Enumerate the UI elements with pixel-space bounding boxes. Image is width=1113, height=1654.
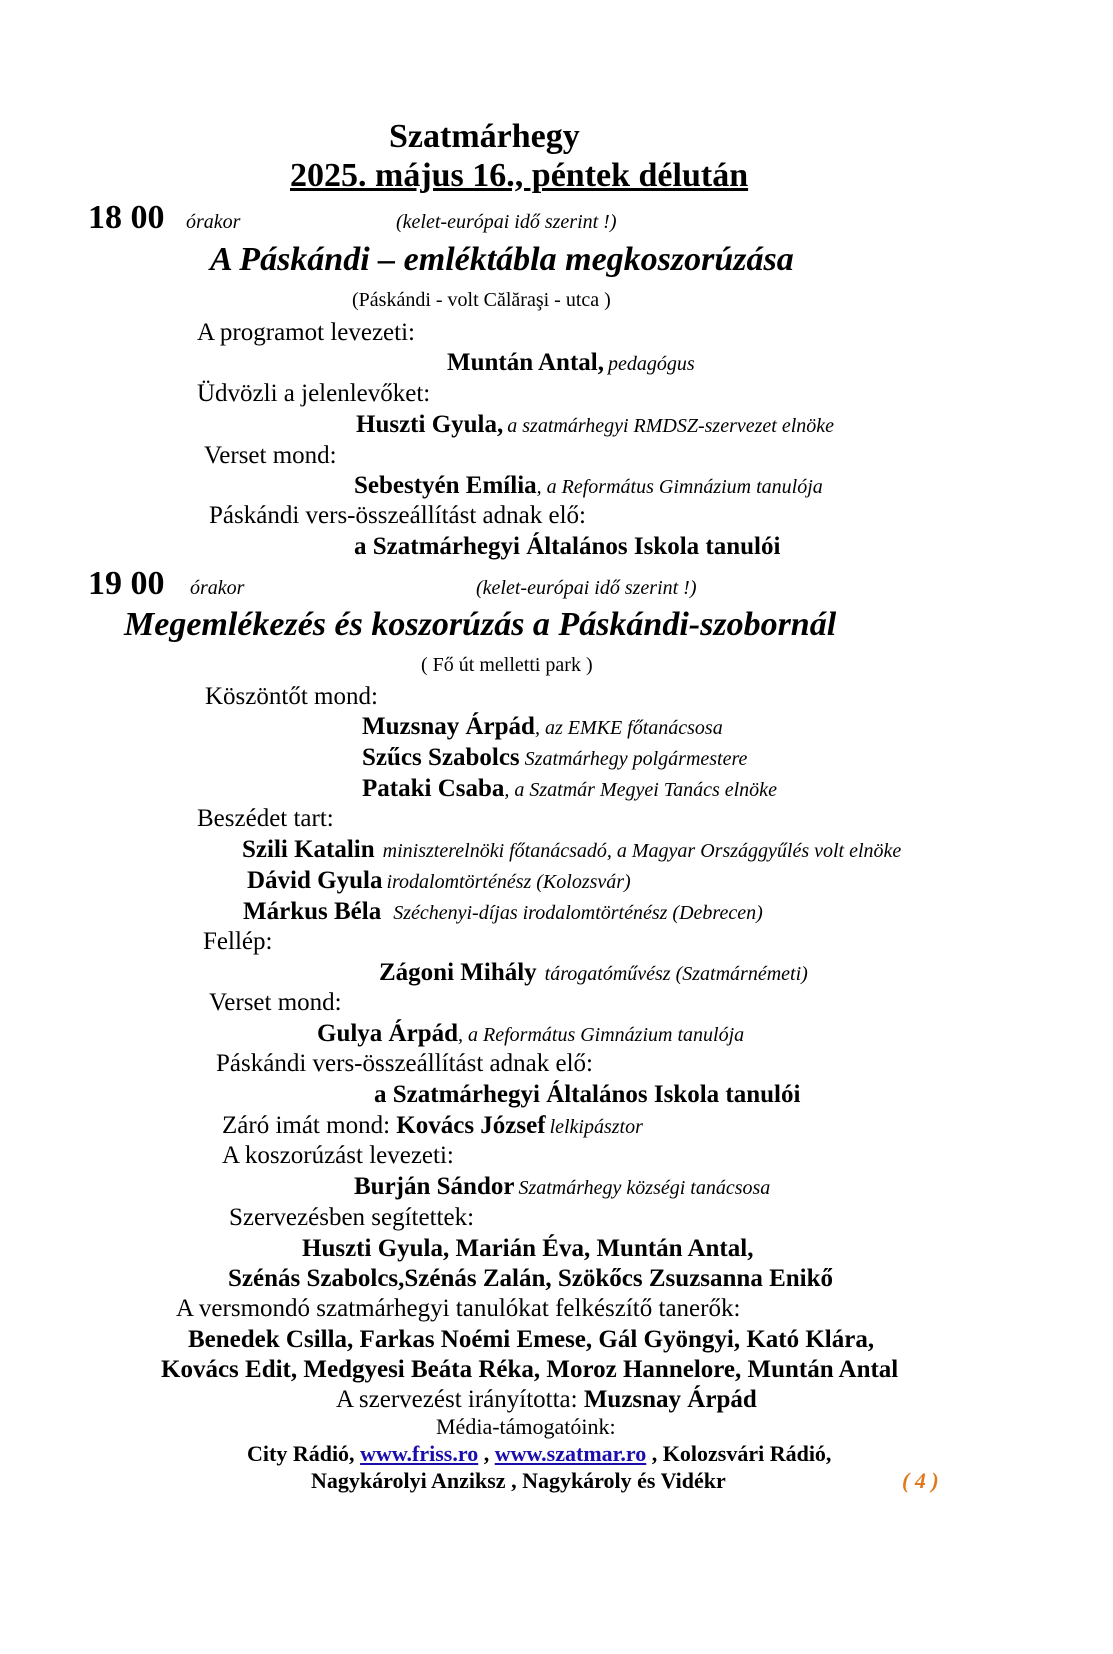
- first-verse-label: Páskándi vers-összeállítást adnak elő:: [209, 502, 586, 529]
- performer-role: tárogatóművész (Szatmárnémeti): [544, 963, 808, 985]
- greeting-label: Üdvözli a jelenlevőket:: [197, 380, 431, 407]
- welcome-name-3: Pataki Csaba: [362, 775, 505, 802]
- second-poem-role: , a Református Gimnázium tanulója: [458, 1024, 745, 1046]
- media-text-2: , Kolozsvári Rádió,: [646, 1441, 832, 1466]
- welcome-name-1: Muzsnay Árpád: [362, 713, 535, 740]
- first-poem-label: Verset mond:: [204, 442, 337, 469]
- wreath-role: Szatmárhegy községi tanácsosa: [518, 1177, 771, 1199]
- organizer-name: Muzsnay Árpád: [583, 1386, 757, 1413]
- friss-link[interactable]: www.friss.ro: [360, 1441, 479, 1466]
- second-poem-name: Gulya Árpád: [317, 1020, 459, 1047]
- first-verse-group: a Szatmárhegyi Általános Iskola tanulói: [354, 533, 781, 560]
- greeting-name: Huszti Gyula,: [356, 411, 504, 438]
- speaker-role-2: irodalomtörténész (Kolozsvár): [386, 871, 631, 893]
- first-event-tz-note: (kelet-európai idő szerint !): [396, 211, 617, 233]
- wreath-name: Burján Sándor: [354, 1173, 515, 1200]
- second-event-time: 19 00: [88, 565, 165, 602]
- welcome-role-1: , az EMKE főtanácsosa: [534, 717, 723, 739]
- welcome-name-2: Szűcs Szabolcs: [362, 744, 520, 771]
- szatmar-link[interactable]: www.szatmar.ro: [494, 1441, 647, 1466]
- first-event-time-unit: órakor: [186, 211, 241, 233]
- moderator: [447, 350, 695, 375]
- speaker-name-2: Dávid Gyula: [247, 867, 383, 894]
- prayer-name: Kovács József: [396, 1112, 546, 1139]
- moderator-label: A programot levezeti:: [197, 319, 415, 346]
- helpers-line-2: Szénás Szabolcs,Szénás Zalán, Szökőcs Zsuzsanna Enikő: [228, 1265, 834, 1292]
- helpers-label: Szervezésben segítettek:: [229, 1204, 475, 1231]
- performer: [379, 960, 808, 985]
- speaker-2: [247, 868, 631, 893]
- second-event-location: ( Fő út melletti park ): [421, 654, 593, 676]
- place-title: Szatmárhegy: [389, 118, 580, 155]
- organizer: [336, 1387, 757, 1412]
- second-verse-group: a Szatmárhegyi Általános Iskola tanulói: [374, 1081, 801, 1108]
- teachers-line-1: Benedek Csilla, Farkas Noémi Emese, Gál Gyöngyi, Kató Klára,: [188, 1326, 875, 1353]
- speaker-role-1: miniszterelnöki főtanácsadó, a Magyar Országgyűlés volt elnöke: [382, 840, 902, 862]
- speech-label: Beszédet tart:: [197, 805, 334, 832]
- media-text-1: City Rádió,: [247, 1441, 361, 1466]
- page-number: ( 4 ): [902, 1468, 939, 1493]
- closing-prayer: [222, 1113, 643, 1138]
- greeting: [356, 412, 834, 437]
- moderator-name: Muntán Antal,: [447, 349, 604, 376]
- media-separator: ,: [478, 1441, 495, 1466]
- speaker-1: [242, 837, 901, 862]
- teachers-label: A versmondó szatmárhegyi tanulókat felkészítő tanerők:: [176, 1295, 741, 1322]
- prayer-label: Záró imát mond:: [222, 1112, 397, 1139]
- first-poem-role: , a Református Gimnázium tanulója: [536, 476, 823, 498]
- first-poem: [354, 473, 823, 498]
- second-event-tz-note: (kelet-európai idő szerint !): [476, 577, 697, 599]
- speaker-name-1: Szili Katalin: [242, 836, 375, 863]
- helpers-line-1: Huszti Gyula, Marián Éva, Muntán Antal,: [302, 1235, 754, 1262]
- welcome-speaker-3: [362, 776, 777, 801]
- first-poem-name: Sebestyén Emília: [354, 472, 537, 499]
- second-event-time-unit: órakor: [190, 577, 245, 599]
- welcome-label: Köszöntőt mond:: [205, 683, 378, 710]
- media-line-1: [247, 1443, 831, 1465]
- welcome-speaker-1: [362, 714, 723, 739]
- first-event-time: 18 00: [88, 199, 165, 236]
- organizer-label: A szervezést irányította:: [336, 1386, 584, 1413]
- welcome-speaker-2: [362, 745, 747, 770]
- moderator-role: pedagógus: [607, 353, 695, 375]
- media-line-2: Nagykárolyi Anziksz , Nagykároly és Vidékr: [311, 1468, 726, 1493]
- welcome-role-3: , a Szatmár Megyei Tanács elnöke: [504, 779, 777, 801]
- first-event-location: (Páskándi - volt Călăraşi - utca ): [352, 289, 611, 311]
- speaker-name-3: Márkus Béla: [243, 898, 382, 925]
- welcome-role-2: Szatmárhegy polgármestere: [519, 748, 748, 770]
- wreath-leader: [354, 1174, 770, 1199]
- second-poem-label: Verset mond:: [209, 989, 342, 1016]
- second-verse-label: Páskándi vers-összeállítást adnak elő:: [216, 1050, 593, 1077]
- performer-name: Zágoni Mihály: [379, 959, 537, 986]
- greeting-role: a szatmárhegyi RMDSZ-szervezet elnöke: [507, 415, 835, 437]
- wreath-label: A koszorúzást levezeti:: [222, 1142, 454, 1169]
- speaker-3: [243, 899, 763, 924]
- prayer-role: lelkipásztor: [549, 1116, 643, 1138]
- second-event-title: Megemlékezés és koszorúzás a Páskándi-szobornál: [124, 606, 837, 643]
- perform-label: Fellép:: [203, 928, 273, 955]
- media-label: Média-támogatóink:: [436, 1414, 616, 1439]
- speaker-role-3: Széchenyi-díjas irodalomtörténész (Debrecen): [393, 902, 763, 924]
- second-poem: [317, 1021, 744, 1046]
- event-date: 2025. május 16., péntek délután: [290, 157, 749, 194]
- teachers-line-2: Kovács Edit, Medgyesi Beáta Réka, Moroz Hannelore, Muntán Antal: [161, 1356, 899, 1383]
- first-event-title: A Páskándi – emléktábla megkoszorúzása: [210, 241, 794, 278]
